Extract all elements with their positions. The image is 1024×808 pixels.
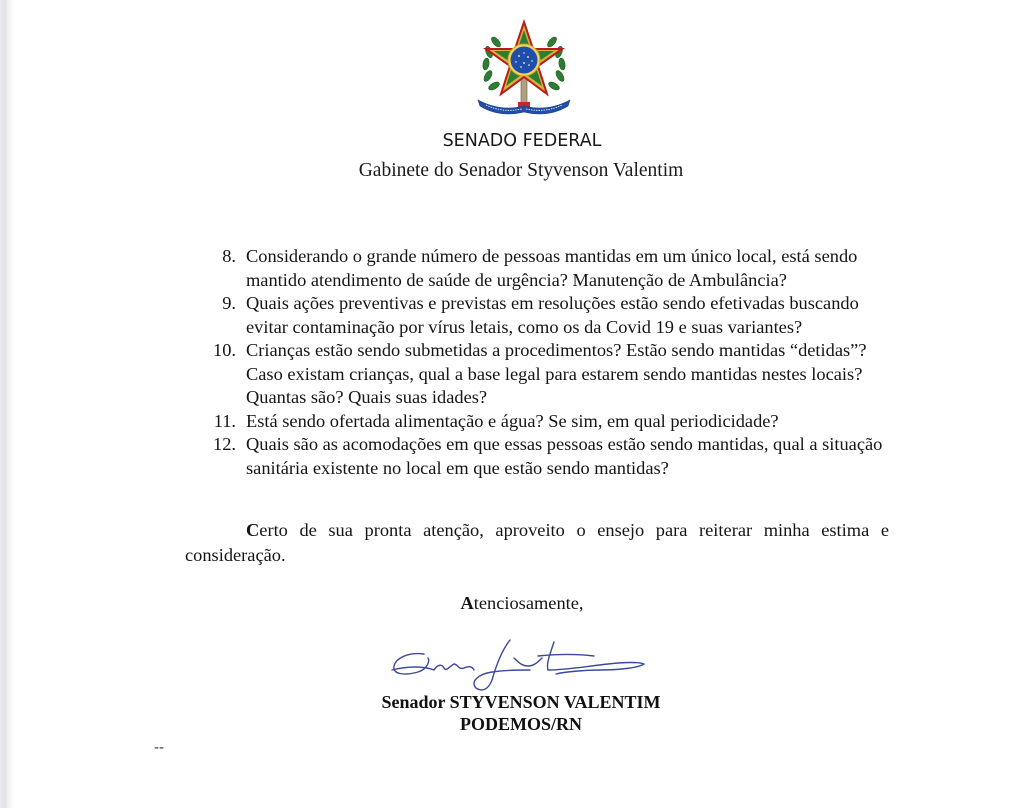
- regards: [0, 593, 1024, 614]
- question-line: evitar contaminação por vírus letais, como os da Covid 19 e suas variantes?: [246, 316, 803, 337]
- question-item-10: [200, 339, 900, 410]
- question-line: Considerando o grande número de pessoas mantidas em um único local, está sendo: [246, 246, 858, 266]
- coat-of-arms-icon: [472, 16, 576, 116]
- signer-party: PODEMOS/RN: [459, 714, 582, 734]
- question-item-9: [200, 292, 900, 339]
- question-line: Quais são as acomodações em que essas pessoas estão sendo mantidas, qual a situação: [246, 434, 883, 454]
- question-number: 9.: [222, 293, 236, 313]
- question-line: Crianças estão sendo submetidas a procedimentos? Estão sendo mantidas “detidas”?: [246, 340, 867, 360]
- closing-line-1: erto de sua pronta atenção, aproveito o ensejo para reiterar minha estima e: [259, 520, 889, 540]
- signer-block: [0, 691, 1024, 735]
- closing-drop-letter: C: [246, 520, 260, 540]
- handwritten-signature: [388, 636, 650, 698]
- question-number: 8.: [222, 246, 236, 266]
- closing-line-2: consideração.: [185, 545, 286, 565]
- organization-title: SENADO FEDERAL: [442, 131, 602, 151]
- page-edge-shadow: [0, 0, 8, 808]
- email-signature-separator: --: [154, 739, 164, 756]
- question-line: Quantas são? Quais suas idades?: [246, 387, 488, 407]
- question-number: 12.: [213, 434, 236, 454]
- question-number: 11.: [213, 410, 236, 431]
- signer-name: Senador STYVENSON VALENTIM: [381, 692, 661, 712]
- regards-drop-letter: A: [460, 593, 474, 613]
- question-line: mantido atendimento de saúde de urgência? Manutenção de Ambulância?: [246, 269, 787, 290]
- question-line: Caso existam crianças, qual a base legal para estarem sendo mantidas nestes locais?: [246, 363, 863, 384]
- question-number: 10.: [213, 340, 236, 360]
- question-line: Está sendo ofertada alimentação e água? Se sim, em qual periodicidade?: [246, 410, 779, 431]
- question-item-11: [200, 410, 900, 434]
- question-line: Quais ações preventivas e previstas em resoluções estão sendo efetivadas buscando: [246, 293, 859, 313]
- question-item-8: [200, 245, 900, 292]
- question-item-12: [200, 433, 900, 480]
- question-list: [200, 245, 900, 480]
- office-title: Gabinete do Senador Styvenson Valentim: [358, 160, 684, 181]
- closing-paragraph: [185, 518, 889, 568]
- regards-text: tenciosamente,: [473, 593, 584, 613]
- question-line: sanitária existente no local em que estão sendo mantidas?: [246, 457, 669, 478]
